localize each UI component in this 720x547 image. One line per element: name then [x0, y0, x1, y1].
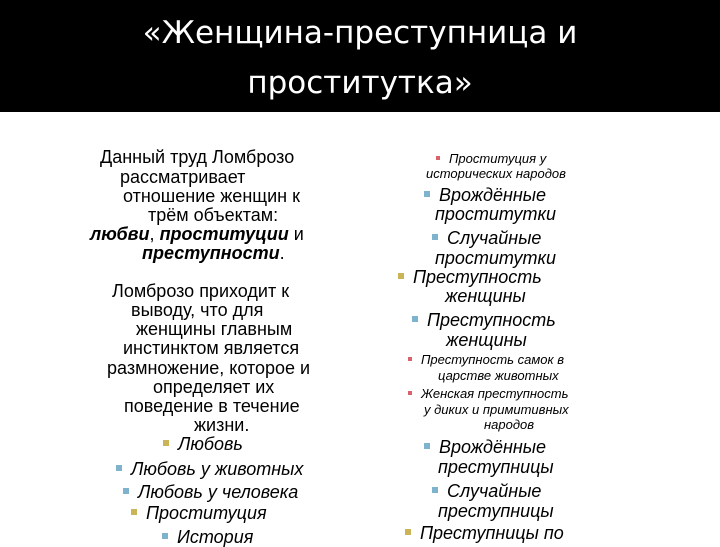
bullet-square-icon: [424, 443, 430, 449]
bullet-square-icon: [408, 391, 412, 395]
right-bullet-8-line1: [424, 438, 546, 456]
title-line-2: проститутка»: [247, 65, 473, 101]
right-bullet-4-line2: женщины: [445, 286, 526, 306]
right-bullet-5-line2: женщины: [446, 330, 527, 350]
left-p2-line5: размножение, которое и: [107, 358, 311, 378]
conjunction: и: [288, 224, 304, 244]
bullet-square-icon: [424, 191, 430, 197]
title-line-1: «Женщина-преступница и: [142, 15, 578, 51]
bullet-text: Проституция у: [449, 151, 547, 166]
bullet-square-icon: [123, 488, 129, 494]
bullet-text: История: [177, 527, 254, 547]
left-p1-line6: [142, 244, 285, 262]
emphasis-crime: преступности: [142, 243, 280, 263]
left-bullet-love-animals: [116, 460, 303, 478]
bullet-text: Преступницы по: [420, 523, 564, 543]
right-bullet-9-line1: [432, 482, 541, 500]
right-bullet-4-line1: [398, 268, 542, 286]
right-bullet-3-line2: проститутки: [435, 248, 557, 268]
bullet-square-icon: [432, 234, 438, 240]
bullet-text: Случайные: [447, 481, 542, 501]
emphasis-prostitution: проституции: [159, 224, 289, 244]
right-bullet-1-line2: исторических народов: [426, 166, 566, 181]
right-bullet-10-line1: [405, 524, 564, 542]
bullet-square-icon: [398, 273, 404, 279]
bullet-square-icon: [412, 316, 418, 322]
left-p2-line7: поведение в течение: [124, 396, 300, 416]
emphasis-love: любви: [90, 224, 150, 244]
right-bullet-6-line2: царстве животных: [438, 368, 559, 383]
right-bullet-5-line1: [412, 311, 556, 329]
bullet-text: Случайные: [447, 228, 542, 248]
left-p2-line2: выводу, что для: [131, 300, 264, 320]
left-p2-line1: Ломброзо приходит к: [112, 281, 290, 301]
bullet-square-icon: [405, 529, 411, 535]
left-p1-line1: Данный труд Ломброзо: [100, 147, 295, 167]
right-bullet-8-line2: преступницы: [438, 457, 554, 477]
bullet-square-icon: [116, 465, 122, 471]
bullet-square-icon: [162, 533, 168, 539]
right-bullet-2-line1: [424, 186, 546, 204]
left-p1-line3: отношение женщин к: [123, 186, 300, 206]
bullet-text: Преступность: [427, 310, 556, 330]
right-bullet-6-line1: [408, 353, 564, 366]
bullet-square-icon: [436, 156, 440, 160]
bullet-text: Преступность самок в: [421, 352, 564, 367]
left-p1-line5: [90, 225, 304, 243]
left-p2-line8: жизни.: [194, 415, 250, 435]
bullet-text: Любовь: [178, 434, 243, 454]
left-p1-line2: рассматривает: [120, 167, 246, 187]
bullet-square-icon: [432, 487, 438, 493]
bullet-text: Преступность: [413, 267, 542, 287]
right-bullet-9-line2: преступницы: [438, 501, 554, 521]
left-bullet-love: [163, 435, 243, 453]
bullet-square-icon: [131, 509, 137, 515]
period: .: [279, 243, 285, 263]
left-p2-line3: женщины главным: [136, 319, 293, 339]
title-bar: [0, 0, 720, 112]
bullet-text: Проституция: [146, 503, 267, 523]
right-bullet-7-line2: у диких и примитивных: [424, 402, 569, 417]
left-p2-line4: инстинктом является: [123, 338, 300, 358]
bullet-text: Женская преступность: [421, 386, 569, 401]
bullet-text: Врождённые: [439, 185, 547, 205]
comma: ,: [149, 224, 160, 244]
bullet-square-icon: [163, 440, 169, 446]
bullet-text: Любовь у животных: [131, 459, 304, 479]
right-bullet-3-line1: [432, 229, 541, 247]
left-bullet-prostitution: [131, 504, 267, 522]
bullet-text: Врождённые: [439, 437, 547, 457]
right-bullet-7-line3: народов: [484, 417, 535, 432]
right-bullet-7-line1: [408, 387, 568, 400]
slide-title: [0, 8, 720, 108]
bullet-square-icon: [408, 357, 412, 361]
left-bullet-love-human: [123, 483, 298, 501]
left-p2-line6: определяет их: [153, 377, 275, 397]
right-bullet-1-line1: [436, 152, 546, 165]
right-bullet-2-line2: проститутки: [435, 204, 557, 224]
left-p1-line4: трём объектам:: [148, 205, 279, 225]
bullet-text: Любовь у человека: [138, 482, 299, 502]
left-bullet-history: [162, 528, 253, 546]
